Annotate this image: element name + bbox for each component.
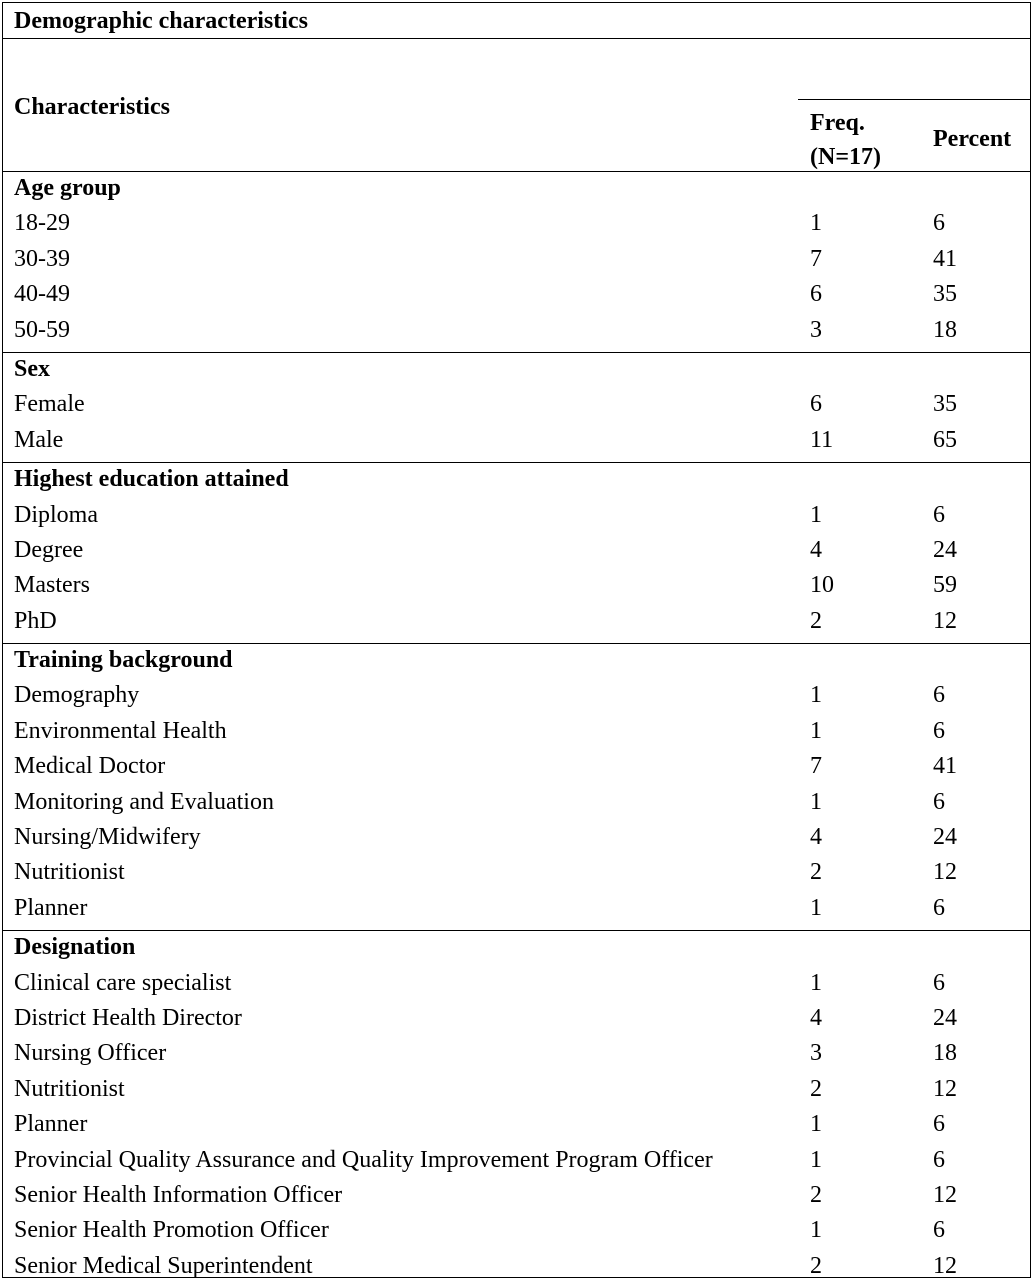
row-percent: 41 bbox=[933, 245, 957, 272]
row-frequency: 1 bbox=[810, 501, 822, 528]
row-percent: 6 bbox=[933, 788, 945, 815]
row-label: Senior Health Promotion Officer bbox=[14, 1217, 329, 1244]
row-label: PhD bbox=[14, 607, 57, 634]
row-frequency: 2 bbox=[810, 1075, 822, 1102]
table-row bbox=[3, 388, 1030, 423]
table-row bbox=[3, 314, 1030, 349]
row-label: Male bbox=[14, 426, 64, 453]
group-heading-row bbox=[3, 644, 1030, 679]
row-percent: 6 bbox=[933, 210, 945, 237]
table-row bbox=[3, 243, 1030, 278]
table-row bbox=[3, 856, 1030, 891]
row-frequency: 4 bbox=[810, 536, 822, 563]
row-percent: 12 bbox=[933, 1181, 957, 1208]
row-label: Medical Doctor bbox=[14, 753, 166, 780]
table-row bbox=[3, 1144, 1030, 1179]
table-row bbox=[3, 967, 1030, 1002]
row-label: 50-59 bbox=[14, 316, 70, 343]
table-title: Demographic characteristics bbox=[3, 3, 1030, 39]
row-label: Environmental Health bbox=[14, 717, 227, 744]
group-heading: Training background bbox=[14, 647, 233, 674]
row-label: 18-29 bbox=[14, 210, 70, 237]
row-label: Nutritionist bbox=[14, 1075, 125, 1102]
row-percent: 18 bbox=[933, 1040, 957, 1067]
header-frequency-line1: Freq. bbox=[810, 110, 865, 136]
row-percent: 6 bbox=[933, 717, 945, 744]
row-percent: 6 bbox=[933, 501, 945, 528]
row-percent: 18 bbox=[933, 316, 957, 343]
group-section bbox=[3, 463, 1030, 644]
header-divider bbox=[798, 99, 1030, 100]
row-frequency: 1 bbox=[810, 717, 822, 744]
row-frequency: 1 bbox=[810, 894, 822, 921]
table-header bbox=[3, 39, 1030, 172]
row-percent: 24 bbox=[933, 824, 957, 851]
row-percent: 12 bbox=[933, 607, 957, 634]
row-label: Senior Health Information Officer bbox=[14, 1181, 343, 1208]
row-label: Diploma bbox=[14, 501, 98, 528]
table-row bbox=[3, 534, 1030, 569]
group-section bbox=[3, 644, 1030, 931]
table-row bbox=[3, 715, 1030, 750]
table-row bbox=[3, 1214, 1030, 1249]
row-percent: 41 bbox=[933, 753, 957, 780]
table-body bbox=[3, 172, 1030, 1288]
row-label: Degree bbox=[14, 536, 84, 563]
row-frequency: 11 bbox=[810, 426, 834, 453]
group-section bbox=[3, 172, 1030, 353]
row-percent: 12 bbox=[933, 1075, 957, 1102]
row-label: Senior Medical Superintendent bbox=[14, 1252, 313, 1279]
row-frequency: 2 bbox=[810, 859, 822, 886]
row-label: District Health Director bbox=[14, 1004, 242, 1031]
row-frequency: 3 bbox=[810, 316, 822, 343]
table-row bbox=[3, 786, 1030, 821]
row-percent: 59 bbox=[933, 572, 957, 599]
header-frequency-line2: (N=17) bbox=[810, 144, 881, 170]
row-label: Masters bbox=[14, 572, 90, 599]
row-percent: 6 bbox=[933, 1217, 945, 1244]
row-label: Demography bbox=[14, 682, 140, 709]
row-label: Female bbox=[14, 391, 85, 418]
row-percent: 6 bbox=[933, 682, 945, 709]
group-heading: Sex bbox=[14, 355, 50, 382]
row-label: 40-49 bbox=[14, 281, 70, 308]
group-section bbox=[3, 931, 1030, 1288]
header-characteristics: Characteristics bbox=[14, 94, 170, 120]
row-label: Provincial Quality Assurance and Quality Improvement Program Officer bbox=[14, 1146, 713, 1173]
row-frequency: 4 bbox=[810, 1004, 822, 1031]
row-percent: 12 bbox=[933, 1252, 957, 1279]
table-row bbox=[3, 821, 1030, 856]
row-frequency: 1 bbox=[810, 1217, 822, 1244]
group-heading: Age group bbox=[14, 175, 121, 201]
header-frequency bbox=[810, 106, 920, 174]
row-percent: 6 bbox=[933, 1146, 945, 1173]
row-percent: 35 bbox=[933, 391, 957, 418]
row-percent: 24 bbox=[933, 536, 957, 563]
row-frequency: 1 bbox=[810, 969, 822, 996]
table-row bbox=[3, 1037, 1030, 1072]
table-row bbox=[3, 424, 1030, 459]
group-section bbox=[3, 353, 1030, 463]
table-row bbox=[3, 892, 1030, 927]
row-frequency: 7 bbox=[810, 245, 822, 272]
row-percent: 6 bbox=[933, 1111, 945, 1138]
row-percent: 12 bbox=[933, 859, 957, 886]
header-percent: Percent bbox=[933, 126, 1012, 152]
group-heading-row bbox=[3, 172, 1030, 207]
row-label: Monitoring and Evaluation bbox=[14, 788, 274, 815]
table-row bbox=[3, 278, 1030, 313]
row-frequency: 7 bbox=[810, 753, 822, 780]
row-frequency: 1 bbox=[810, 1146, 822, 1173]
row-frequency: 2 bbox=[810, 1252, 822, 1279]
row-frequency: 2 bbox=[810, 607, 822, 634]
group-heading-row bbox=[3, 353, 1030, 388]
group-heading: Highest education attained bbox=[14, 466, 289, 493]
group-heading: Designation bbox=[14, 934, 136, 961]
row-frequency: 1 bbox=[810, 682, 822, 709]
table-row bbox=[3, 1179, 1030, 1214]
row-frequency: 1 bbox=[810, 788, 822, 815]
table-row bbox=[3, 1108, 1030, 1143]
row-label: Planner bbox=[14, 894, 88, 921]
row-label: Clinical care specialist bbox=[14, 969, 232, 996]
table-row bbox=[3, 207, 1030, 242]
table-row bbox=[3, 499, 1030, 534]
row-percent: 6 bbox=[933, 969, 945, 996]
table-row bbox=[3, 569, 1030, 604]
row-label: Nursing/Midwifery bbox=[14, 824, 201, 851]
row-frequency: 6 bbox=[810, 281, 822, 308]
row-label: Nutritionist bbox=[14, 859, 125, 886]
table-row bbox=[3, 679, 1030, 714]
table-row bbox=[3, 750, 1030, 785]
row-frequency: 10 bbox=[810, 572, 834, 599]
row-frequency: 4 bbox=[810, 824, 822, 851]
row-frequency: 1 bbox=[810, 210, 822, 237]
row-frequency: 1 bbox=[810, 1111, 822, 1138]
row-percent: 6 bbox=[933, 894, 945, 921]
row-percent: 35 bbox=[933, 281, 957, 308]
row-label: Nursing Officer bbox=[14, 1040, 167, 1067]
table-row bbox=[3, 1002, 1030, 1037]
row-frequency: 6 bbox=[810, 391, 822, 418]
row-percent: 24 bbox=[933, 1004, 957, 1031]
table-row bbox=[3, 1073, 1030, 1108]
row-label: Planner bbox=[14, 1111, 88, 1138]
row-percent: 65 bbox=[933, 426, 957, 453]
demographics-table bbox=[2, 2, 1031, 1278]
row-frequency: 2 bbox=[810, 1181, 822, 1208]
group-heading-row bbox=[3, 931, 1030, 966]
group-heading-row bbox=[3, 463, 1030, 498]
row-frequency: 3 bbox=[810, 1040, 822, 1067]
table-row bbox=[3, 605, 1030, 640]
row-label: 30-39 bbox=[14, 245, 70, 272]
